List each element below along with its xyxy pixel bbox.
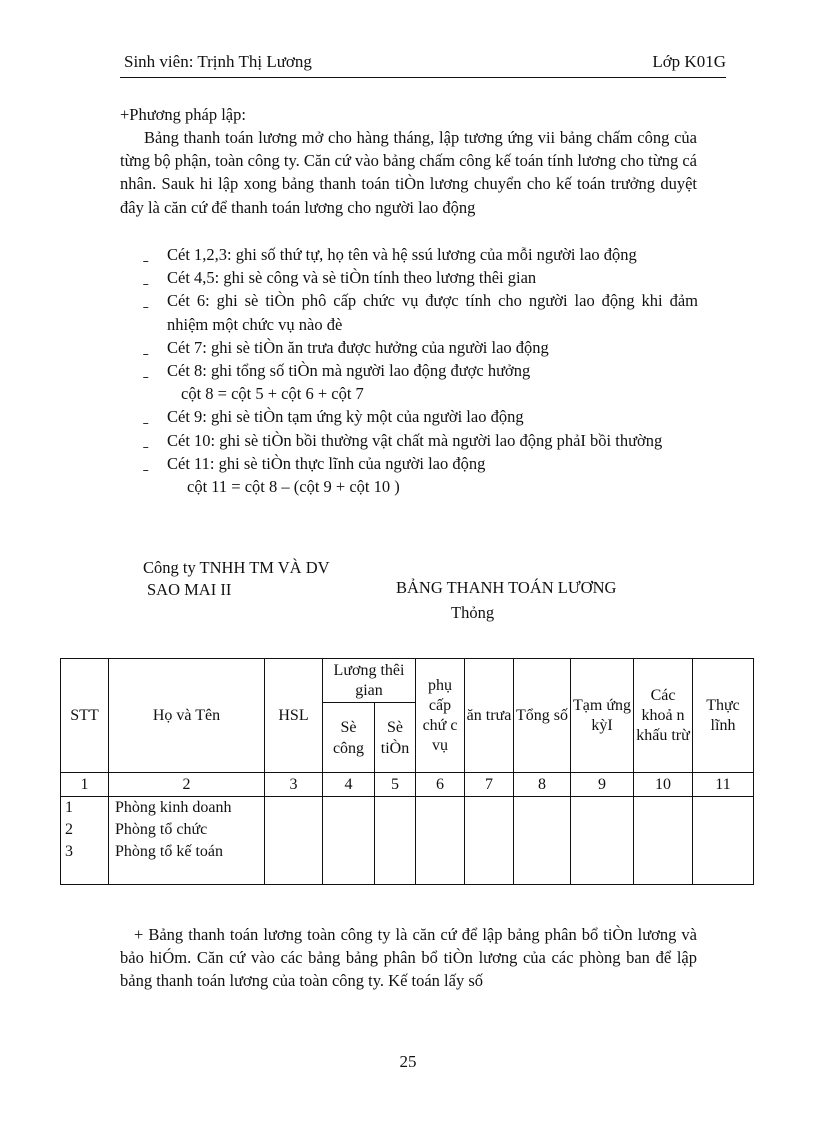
list-item [143, 405, 698, 428]
dash-bullet-icon: ˍ [143, 430, 149, 450]
column-number: 1 [61, 773, 109, 797]
table-title: BẢNG THANH TOÁN LƯƠNG [396, 578, 617, 597]
dash-bullet-icon: ˍ [143, 407, 149, 427]
column-number: 4 [323, 773, 375, 797]
dash-bullet-icon: ˍ [143, 361, 149, 381]
payroll-table [60, 658, 754, 885]
row-stt: 1 [65, 799, 73, 816]
row-names-cell [109, 797, 265, 885]
row-stt: 3 [65, 843, 73, 860]
column-number-row [61, 773, 754, 797]
page-number: 25 [399, 1052, 417, 1071]
list-item-text: Cét 4,5: ghi sè công và sè tiÒn tính theo lương thêi gian [167, 268, 537, 288]
closing-paragraph: + Bảng thanh toán lương toàn công ty là căn cứ để lập bảng phân bổ tiÒn lương và bảo hiÓm. Căn cứ vào các bảng bảng phân bổ tiÒn lương của các phòng ban để lập bảng thanh toán lương của toàn công ty. Kế toán lấy số [120, 925, 697, 991]
dash-bullet-icon: ˍ [143, 453, 149, 473]
list-item [143, 243, 698, 266]
formula: cột 8 = cột 5 + cột 6 + cột 7 [181, 384, 364, 404]
list-item [143, 336, 698, 359]
dash-bullet-icon: ˍ [143, 291, 149, 311]
header-deductions: Các khoả n khấu trừ [634, 659, 693, 773]
row-numbers-cell [61, 797, 109, 885]
row-stt: 2 [65, 821, 73, 838]
table-subtitle: Thỏng [451, 603, 495, 622]
list-item-text: Cét 9: ghi sè tiÒn tạm ứng kỳ một của người lao động [167, 407, 524, 427]
list-item [143, 289, 698, 335]
list-item-text: Cét 10: ghi sè tiÒn bồi thường vật chất mà người lao động phảI bồi thường [167, 430, 663, 450]
class-code: Lớp K01G [652, 52, 726, 71]
column-number: 9 [571, 773, 634, 797]
page-header [120, 52, 726, 78]
column-number: 6 [416, 773, 465, 797]
header-total: Tổng số [514, 659, 571, 773]
header-allowance: phụ cấp chứ c vụ [416, 659, 465, 773]
row-name: Phòng tổ kế toán [115, 843, 223, 860]
column-number: 7 [465, 773, 514, 797]
list-item-text: Cét 1,2,3: ghi số thứ tự, họ tên và hệ ssú lương của mỗi người lao động [167, 245, 637, 264]
dash-bullet-icon: ˍ [143, 268, 149, 288]
column-number: 3 [265, 773, 323, 797]
formula: cột 11 = cột 8 – (cột 9 + cột 10 ) [187, 477, 400, 497]
list-item [143, 359, 698, 405]
column-number: 11 [693, 773, 754, 797]
column-description-list [143, 243, 698, 498]
header-hsl: HSL [265, 659, 323, 773]
column-number: 8 [514, 773, 571, 797]
header-amount: Sè tiÒn [375, 703, 416, 773]
company-name [143, 557, 330, 601]
dash-bullet-icon: ˍ [143, 245, 149, 264]
header-lunch: ăn trưa [465, 659, 514, 773]
dash-bullet-icon: ˍ [143, 337, 149, 357]
list-item-text: Cét 7: ghi sè tiÒn ăn trưa được hưởng của người lao động [167, 337, 549, 357]
list-item-text: Cét 6: ghi sè tiÒn phô cấp chức vụ được tính cho người lao động khi đảm nhiệm một chức vụ nào đè [167, 291, 698, 334]
header-stt: STT [61, 659, 109, 773]
header-advance: Tạm ứng kỳI [571, 659, 634, 773]
list-item [143, 429, 698, 452]
header-work-days: Sè công [323, 703, 375, 773]
company-line-1: Công ty TNHH TM VÀ DV [143, 558, 330, 577]
column-number: 2 [109, 773, 265, 797]
header-name: Họ và Tên [109, 659, 265, 773]
company-line-2: SAO MAI II [147, 580, 232, 599]
table-row [61, 797, 754, 885]
row-name: Phòng tổ chức [115, 821, 208, 838]
column-number: 10 [634, 773, 693, 797]
method-heading: +Phương pháp lập: [120, 105, 246, 124]
header-net-pay: Thực lĩnh [693, 659, 754, 773]
list-item-text: Cét 8: ghi tổng số tiÒn mà người lao động được hưởng [167, 361, 531, 381]
header-time-salary: Lương thêi gian [323, 659, 416, 703]
column-number: 5 [375, 773, 416, 797]
header-rule [120, 77, 726, 78]
student-name: Sinh viên: Trịnh Thị Lương [124, 52, 312, 71]
method-paragraph: Bảng thanh toán lương mở cho hàng tháng, lập tương ứng vii bảng chấm công của từng bộ phận, toàn công ty. Căn cứ vào bảng chấm công kế toán tính lương cho từng cá nhân. Sauk hi lập xong bảng thanh toán tiÒn lương chuyển cho kế toán trưởng duyệt đây là căn cứ để thanh toán lương cho người lao động [120, 128, 697, 217]
list-item [143, 452, 698, 498]
list-item-text: Cét 11: ghi sè tiÒn thực lĩnh của người lao động [167, 453, 486, 473]
list-item [143, 266, 698, 289]
row-name: Phòng kinh doanh [115, 799, 232, 816]
